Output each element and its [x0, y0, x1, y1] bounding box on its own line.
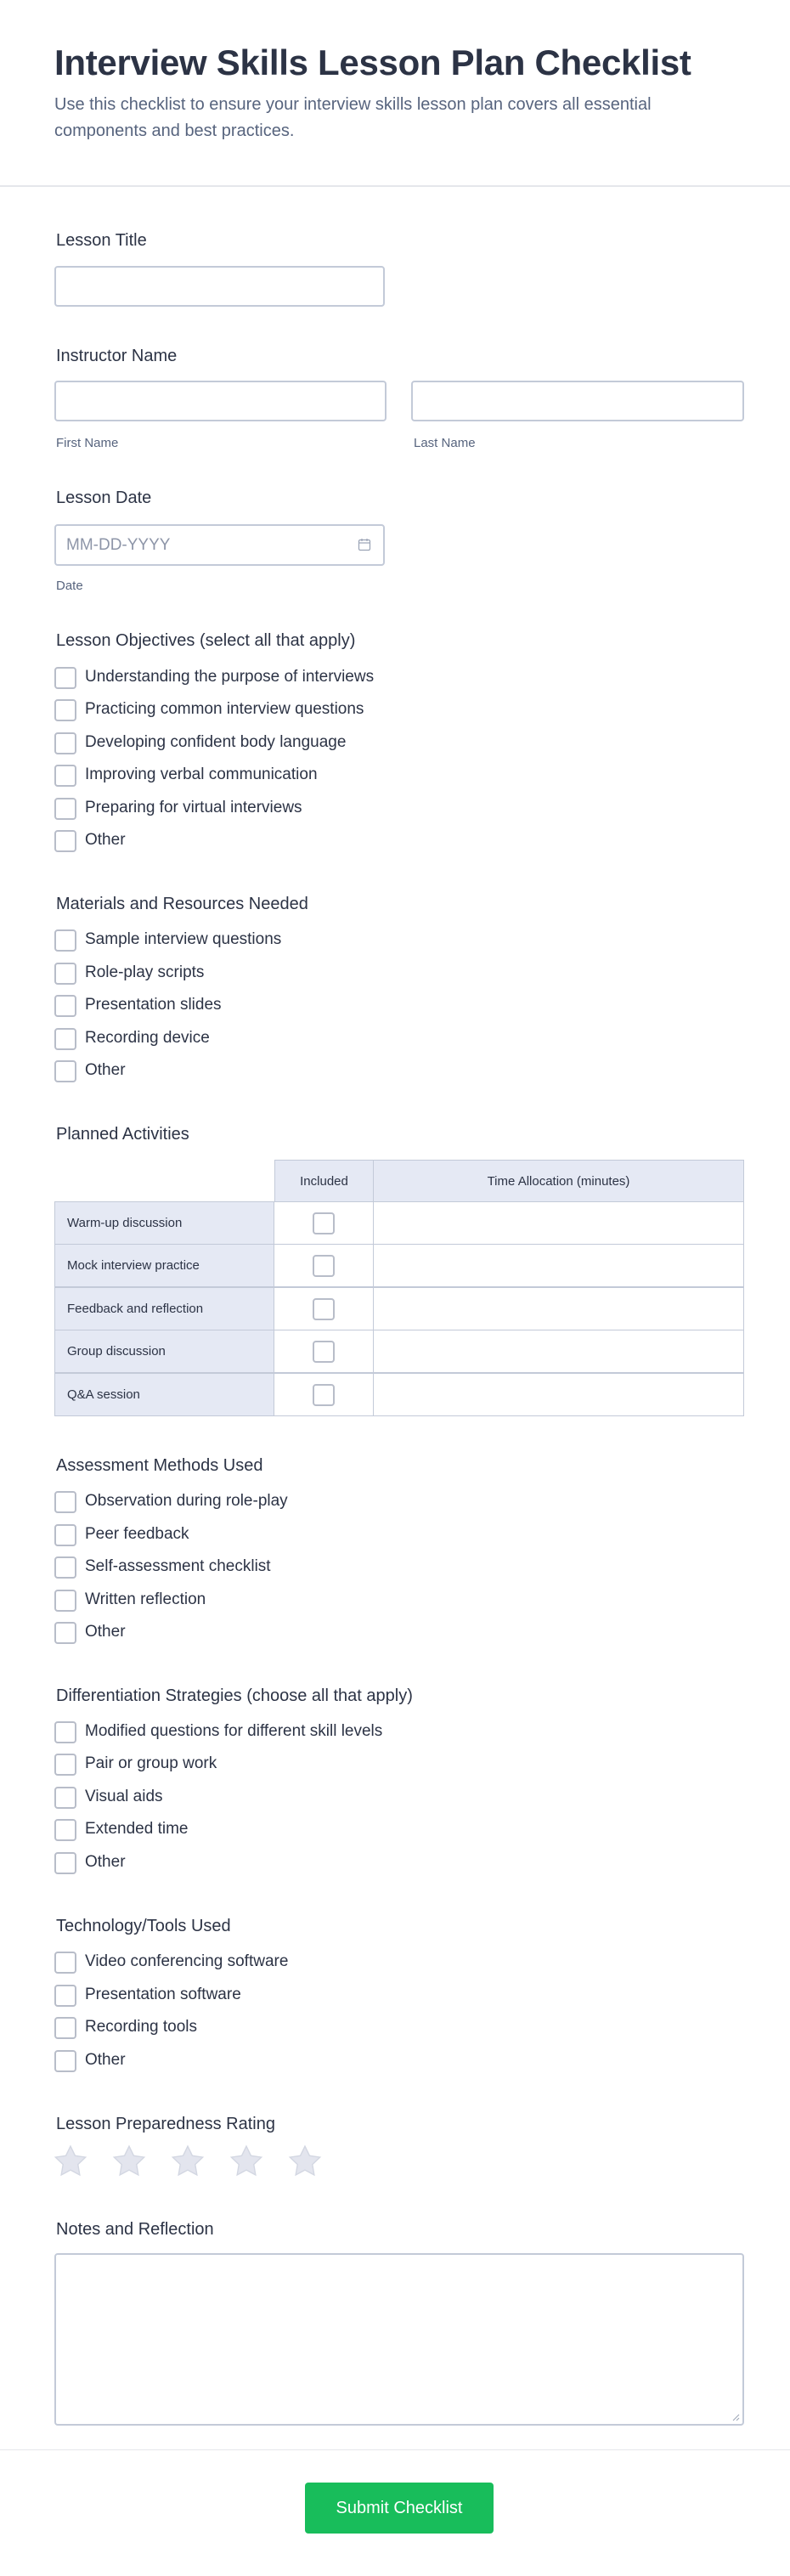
calendar-icon[interactable]: [358, 538, 371, 551]
checkbox[interactable]: [54, 1622, 76, 1644]
checkbox[interactable]: [54, 1787, 76, 1809]
assessment-option[interactable]: Observation during role-play: [54, 1491, 734, 1513]
instructor-name-label: Instructor Name: [56, 347, 178, 365]
checkbox[interactable]: [54, 2050, 76, 2072]
differentiation-option[interactable]: Pair or group work: [54, 1754, 734, 1776]
checkbox[interactable]: [54, 1985, 76, 2007]
first-name-sublabel: First Name: [56, 436, 119, 450]
matrix-time-input[interactable]: [373, 1287, 744, 1330]
checkbox[interactable]: [54, 1721, 76, 1743]
matrix-header-time: Time Allocation (minutes): [373, 1160, 744, 1202]
differentiation-option[interactable]: Extended time: [54, 1819, 734, 1841]
checkbox[interactable]: [54, 1556, 76, 1579]
checkbox[interactable]: [313, 1255, 335, 1277]
differentiation-option[interactable]: Modified questions for different skill levels: [54, 1721, 734, 1743]
matrix-included-cell[interactable]: [274, 1373, 374, 1416]
technology-option[interactable]: Recording tools: [54, 2017, 734, 2039]
lesson-date-label: Lesson Date: [56, 489, 152, 507]
material-option[interactable]: Role-play scripts: [54, 963, 734, 985]
objectives-label: Lesson Objectives (select all that apply): [56, 631, 356, 650]
objective-option[interactable]: Other: [54, 830, 734, 852]
lesson-title-label: Lesson Title: [56, 231, 147, 250]
star-icon[interactable]: [53, 2144, 88, 2179]
checkbox[interactable]: [54, 1028, 76, 1050]
material-option[interactable]: Recording device: [54, 1028, 734, 1050]
objective-option[interactable]: Improving verbal communication: [54, 765, 734, 787]
objective-option[interactable]: Preparing for virtual interviews: [54, 798, 734, 820]
material-option[interactable]: Sample interview questions: [54, 929, 734, 952]
assessment-label: Assessment Methods Used: [56, 1456, 263, 1475]
objective-option[interactable]: Understanding the purpose of interviews: [54, 667, 734, 689]
checkbox[interactable]: [54, 1852, 76, 1874]
last-name-sublabel: Last Name: [414, 436, 476, 450]
checkbox[interactable]: [54, 1952, 76, 1974]
checkbox[interactable]: [313, 1341, 335, 1363]
matrix-header-included: Included: [274, 1160, 374, 1202]
matrix-included-cell[interactable]: [274, 1244, 374, 1287]
form-header: [0, 0, 790, 187]
page-subtitle: Use this checklist to ensure your interview skills lesson plan covers all essential components and best practices.: [54, 95, 652, 140]
assessment-option[interactable]: Peer feedback: [54, 1524, 734, 1546]
technology-option[interactable]: Other: [54, 2050, 734, 2072]
checkbox[interactable]: [54, 995, 76, 1017]
star-icon[interactable]: [111, 2144, 147, 2179]
differentiation-option[interactable]: Other: [54, 1852, 734, 1874]
checkbox[interactable]: [54, 1060, 76, 1082]
matrix-time-input[interactable]: [373, 1330, 744, 1373]
checkbox[interactable]: [54, 1491, 76, 1513]
checkbox[interactable]: [54, 1754, 76, 1776]
matrix-time-input[interactable]: [373, 1373, 744, 1416]
notes-label: Notes and Reflection: [56, 2220, 214, 2239]
date-placeholder: MM-DD-YYYY: [66, 536, 171, 554]
differentiation-label: Differentiation Strategies (choose all that apply): [56, 1686, 413, 1705]
matrix-row-label: Feedback and reflection: [54, 1287, 274, 1330]
star-icon[interactable]: [170, 2144, 206, 2179]
differentiation-option[interactable]: Visual aids: [54, 1787, 734, 1809]
material-option[interactable]: Other: [54, 1060, 734, 1082]
checkbox[interactable]: [54, 765, 76, 787]
page-title: Interview Skills Lesson Plan Checklist: [54, 42, 691, 82]
assessment-option[interactable]: Self-assessment checklist: [54, 1556, 734, 1579]
last-name-input[interactable]: [411, 381, 744, 421]
checkbox[interactable]: [54, 2017, 76, 2039]
material-option[interactable]: Presentation slides: [54, 995, 734, 1017]
matrix-time-input[interactable]: [373, 1244, 744, 1287]
lesson-title-input[interactable]: [54, 266, 385, 307]
activities-label: Planned Activities: [56, 1125, 189, 1144]
activities-matrix: [54, 1160, 744, 1417]
assessment-option[interactable]: Written reflection: [54, 1590, 734, 1612]
checkbox[interactable]: [54, 798, 76, 820]
matrix-row-label: Group discussion: [54, 1330, 274, 1373]
checkbox[interactable]: [54, 929, 76, 952]
footer-divider: [0, 2449, 790, 2450]
checkbox[interactable]: [54, 1524, 76, 1546]
objective-option[interactable]: Developing confident body language: [54, 732, 734, 754]
checkbox[interactable]: [54, 963, 76, 985]
rating-label: Lesson Preparedness Rating: [56, 2115, 275, 2133]
resize-grip-icon[interactable]: [731, 2413, 740, 2421]
technology-label: Technology/Tools Used: [56, 1917, 231, 1935]
star-icon[interactable]: [229, 2144, 264, 2179]
checkbox[interactable]: [54, 830, 76, 852]
matrix-row-label: Warm-up discussion: [54, 1201, 274, 1245]
star-icon[interactable]: [287, 2144, 323, 2179]
checkbox[interactable]: [54, 1819, 76, 1841]
technology-option[interactable]: Video conferencing software: [54, 1952, 734, 1974]
submit-button[interactable]: Submit Checklist: [305, 2483, 494, 2534]
matrix-time-input[interactable]: [373, 1201, 744, 1245]
technology-option[interactable]: Presentation software: [54, 1985, 734, 2007]
first-name-input[interactable]: [54, 381, 387, 421]
checkbox[interactable]: [313, 1384, 335, 1406]
matrix-included-cell[interactable]: [274, 1287, 374, 1330]
materials-label: Materials and Resources Needed: [56, 895, 308, 913]
matrix-included-cell[interactable]: [274, 1330, 374, 1373]
checkbox[interactable]: [54, 732, 76, 754]
checkbox[interactable]: [54, 667, 76, 689]
objective-option[interactable]: Practicing common interview questions: [54, 699, 734, 721]
date-sublabel: Date: [56, 579, 83, 593]
matrix-included-cell[interactable]: [274, 1201, 374, 1245]
checkbox[interactable]: [54, 1590, 76, 1612]
checkbox[interactable]: [313, 1212, 335, 1234]
lesson-date-input[interactable]: [54, 524, 385, 566]
notes-textarea[interactable]: [54, 2253, 744, 2426]
checkbox[interactable]: [313, 1298, 335, 1320]
assessment-option[interactable]: Other: [54, 1622, 734, 1644]
checkbox[interactable]: [54, 699, 76, 721]
matrix-row-label: Mock interview practice: [54, 1244, 274, 1287]
matrix-row-label: Q&A session: [54, 1373, 274, 1416]
